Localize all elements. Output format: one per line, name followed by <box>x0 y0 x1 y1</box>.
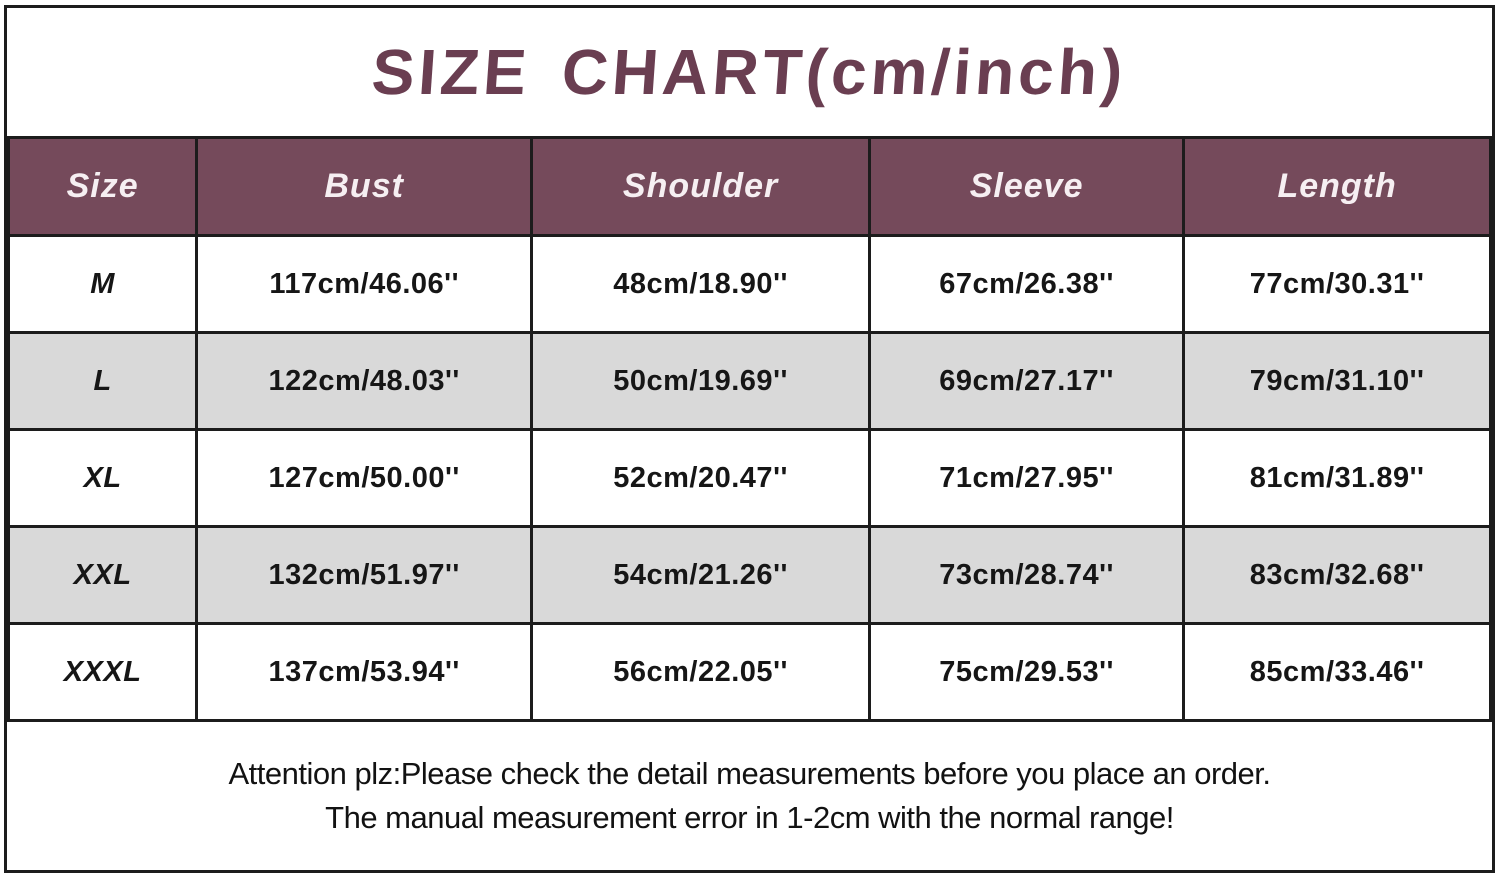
sleeve-cell: 75cm/29.53'' <box>870 624 1184 721</box>
size-cell: XXXL <box>9 624 197 721</box>
length-cell: 79cm/31.10'' <box>1184 333 1491 430</box>
bust-cell: 137cm/53.94'' <box>197 624 532 721</box>
shoulder-cell: 52cm/20.47'' <box>532 430 870 527</box>
shoulder-cell: 54cm/21.26'' <box>532 527 870 624</box>
table-row-l <box>9 333 1491 430</box>
bust-cell: 117cm/46.06'' <box>197 236 532 333</box>
size-chart-panel <box>4 5 1495 873</box>
bust-cell: 122cm/48.03'' <box>197 333 532 430</box>
page-title: SIZE CHART(cm/inch) <box>369 36 1130 108</box>
column-header-length: Length <box>1184 138 1491 236</box>
length-cell: 81cm/31.89'' <box>1184 430 1491 527</box>
size-table <box>7 136 1492 722</box>
sleeve-cell: 73cm/28.74'' <box>870 527 1184 624</box>
length-cell: 85cm/33.46'' <box>1184 624 1491 721</box>
sleeve-cell: 71cm/27.95'' <box>870 430 1184 527</box>
table-row-xxxl <box>9 624 1491 721</box>
shoulder-cell: 56cm/22.05'' <box>532 624 870 721</box>
column-header-size: Size <box>9 138 197 236</box>
sleeve-cell: 69cm/27.17'' <box>870 333 1184 430</box>
shoulder-cell: 48cm/18.90'' <box>532 236 870 333</box>
column-header-sleeve: Sleeve <box>870 138 1184 236</box>
header-row <box>9 138 1491 236</box>
shoulder-cell: 50cm/19.69'' <box>532 333 870 430</box>
sleeve-cell: 67cm/26.38'' <box>870 236 1184 333</box>
table-row-m <box>9 236 1491 333</box>
attention-note-line1: Attention plz:Please check the detail measurements before you place an order. <box>228 756 1271 791</box>
length-cell: 83cm/32.68'' <box>1184 527 1491 624</box>
attention-note <box>7 722 1492 870</box>
size-cell: L <box>9 333 197 430</box>
column-header-bust: Bust <box>197 138 532 236</box>
size-cell: M <box>9 236 197 333</box>
column-header-shoulder: Shoulder <box>532 138 870 236</box>
attention-note-line2: The manual measurement error in 1-2cm with the normal range! <box>325 800 1174 835</box>
size-cell: XXL <box>9 527 197 624</box>
size-cell: XL <box>9 430 197 527</box>
bust-cell: 132cm/51.97'' <box>197 527 532 624</box>
length-cell: 77cm/30.31'' <box>1184 236 1491 333</box>
title-row <box>7 8 1492 136</box>
table-row-xl <box>9 430 1491 527</box>
table-row-xxl <box>9 527 1491 624</box>
bust-cell: 127cm/50.00'' <box>197 430 532 527</box>
